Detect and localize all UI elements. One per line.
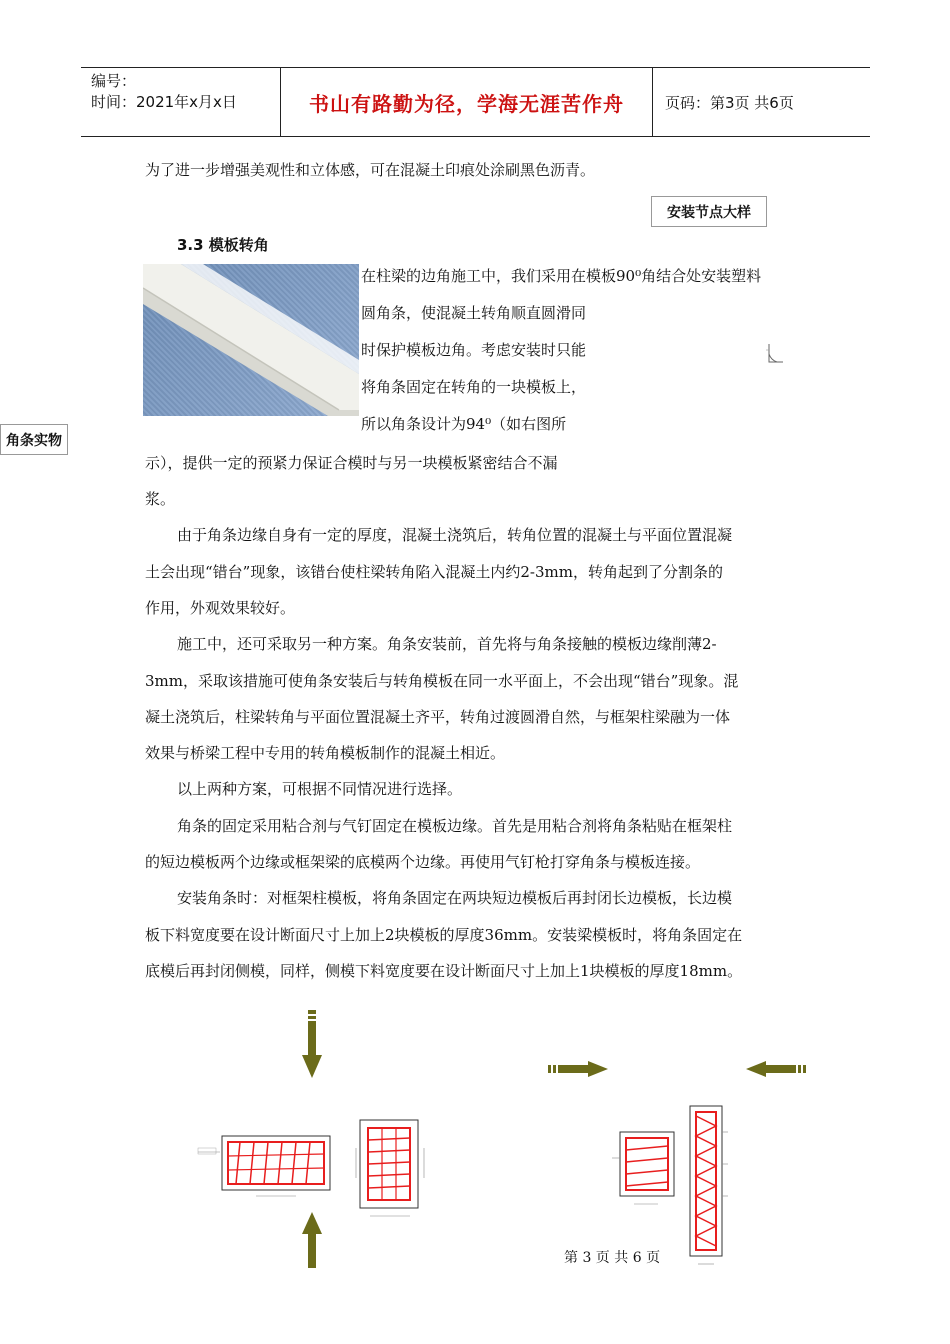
arrow-down-icon: [302, 1010, 322, 1080]
arrow-left-icon: [746, 1061, 806, 1077]
wrap-line-4: 将角条固定在转角的一块模板上，: [361, 378, 587, 396]
header-number: 编号：: [91, 72, 137, 90]
para4-line1: 角条的固定采用粘合剂与气钉固定在模板边缘。首先是用粘合剂将角条粘贴在框架柱: [177, 817, 733, 835]
wrap-line-5: 所以角条设计为94⁰（如右图所: [361, 415, 567, 433]
para5-line3: 底模后再封闭侧模，同样，侧模下料宽度要在设计断面尺寸上加上1块模板的厚度18mm。: [145, 962, 743, 980]
install-node-label: 安装节点大样: [651, 196, 767, 227]
para2-line4: 效果与桥梁工程中专用的转角模板制作的混凝土相近。: [145, 744, 506, 762]
cont-line-2: 浆。: [145, 490, 176, 508]
header-motto: 书山有路勤为径，学海无涯苦作舟: [281, 68, 653, 136]
header-page-info: 页码：第3页 共6页: [665, 93, 794, 112]
para3-line1: 以上两种方案，可根据不同情况进行选择。: [177, 780, 463, 798]
page-footer: 第 3 页 共 6 页: [564, 1250, 661, 1266]
arrow-right-icon: [548, 1061, 608, 1077]
beam-formwork-diagram-2: [684, 1104, 728, 1270]
para1-line1: 由于角条边缘自身有一定的厚度，混凝土浇筑后，转角位置的混凝土与平面位置混凝: [177, 526, 733, 544]
para1-line3: 作用，外观效果较好。: [145, 599, 296, 617]
corner-detail-sketch: [765, 342, 785, 368]
para2-line2: 3mm，采取该措施可使角条安装后与转角模板在同一水平面上，不会出现“错台”现象。混: [145, 672, 739, 690]
para2-line3: 凝土浇筑后，柱梁转角与平面位置混凝土齐平，转角过渡圆滑自然，与框架柱梁融为一体: [145, 708, 731, 726]
header-date: 时间：2021年x月x日: [91, 93, 237, 111]
para5-line2: 板下料宽度要在设计断面尺寸上加上2块模板的厚度36mm。安装梁模板时，将角条固定在: [145, 926, 743, 944]
corner-strip-image: [143, 264, 359, 416]
column-formwork-diagram-2: [354, 1118, 434, 1230]
cont-line-1: 示），提供一定的预紧力保证合模时与另一块模板紧密结合不漏: [145, 454, 558, 472]
para1-line2: 土会出现“错台”现象，该错台使柱梁转角陷入混凝土内约2-3mm，转角起到了分割条的: [145, 563, 723, 581]
section-heading: 3.3 模板转角: [177, 236, 269, 254]
wrap-line-1: 在柱梁的边角施工中，我们采用在模板90⁰角结合处安装塑料: [361, 267, 762, 285]
para5-line1: 安装角条时：对框架柱模板，将角条固定在两块短边模板后再封闭长边模板，长边模: [177, 889, 733, 907]
wrap-line-2: 圆角条，使混凝土转角顺直圆滑同: [361, 304, 587, 322]
para4-line2: 的短边模板两个边缘或框架梁的底模两个边缘。再使用气钉枪打穿角条与模板连接。: [145, 853, 701, 871]
corner-strip-photo: [143, 264, 359, 416]
wrap-line-3: 时保护模板边角。考虑安装时只能: [361, 341, 587, 359]
para2-line1: 施工中，还可采取另一种方案。角条安装前，首先将与角条接触的模板边缘削薄2-: [177, 635, 717, 653]
photo-label: 角条实物: [0, 424, 68, 455]
intro-line: 为了进一步增强美观性和立体感，可在混凝土印痕处涂刷黑色沥青。: [145, 161, 596, 179]
page-header: [81, 67, 870, 137]
header-meta: [81, 68, 281, 136]
beam-formwork-diagram-1: [612, 1128, 678, 1208]
column-formwork-diagram-1: [196, 1130, 336, 1202]
arrow-up-icon: [302, 1212, 322, 1268]
